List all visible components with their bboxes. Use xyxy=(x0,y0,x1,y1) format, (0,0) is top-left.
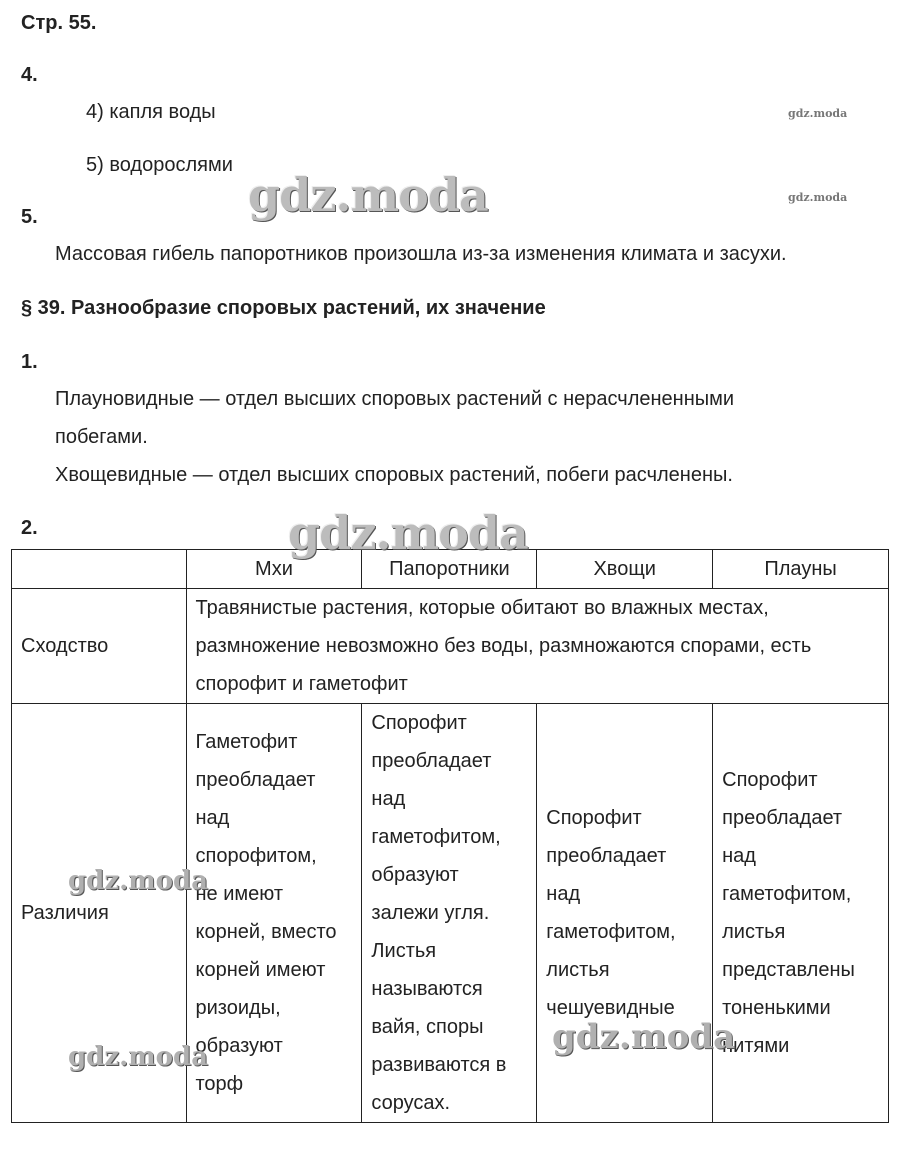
ferns-line: образуют xyxy=(371,864,459,886)
horsetails-line: Спорофит xyxy=(546,807,642,829)
task4-answer-1: 4) капля воды xyxy=(86,101,216,123)
q2-number: 2. xyxy=(21,517,38,539)
page-label: Стр. 55. xyxy=(21,12,97,34)
ferns-line: сорусах. xyxy=(371,1092,451,1114)
ferns-line: преобладает xyxy=(371,750,492,772)
clubmosses-line: преобладает xyxy=(722,807,843,829)
q1-line-1: Плауновидные — отдел высших споровых растений с нерасчлененными xyxy=(55,388,735,410)
watermark-medium: gdz.moda xyxy=(552,1017,736,1057)
horsetails-line: чешуевидные xyxy=(546,997,675,1019)
header-clubmosses: Плауны xyxy=(713,550,889,589)
watermark-small: gdz.moda xyxy=(788,107,848,120)
watermark-medium: gdz.moda xyxy=(68,1042,209,1072)
clubmosses-line: представлены xyxy=(722,959,855,981)
mosses-line: преобладает xyxy=(195,769,316,791)
task4-answer-2: 5) водорослями xyxy=(86,154,233,176)
mosses-line: Гаметофит xyxy=(195,731,298,753)
ferns-line: залежи угля. xyxy=(371,902,490,924)
clubmosses-line: нитями xyxy=(722,1035,790,1057)
similarity-label: Сходство xyxy=(12,589,187,704)
header-mosses: Мхи xyxy=(186,550,362,589)
ferns-line: вайя, споры xyxy=(371,1016,484,1038)
differences-clubmosses xyxy=(713,704,889,1123)
task5-number: 5. xyxy=(21,206,38,228)
similarity-line: размножение невозможно без воды, размножаются спорами, есть xyxy=(195,635,812,657)
ferns-line: развиваются в xyxy=(371,1054,507,1076)
ferns-line: Спорофит xyxy=(371,712,467,734)
differences-horsetails xyxy=(537,704,713,1123)
header-horsetails: Хвощи xyxy=(537,550,713,589)
comparison-table xyxy=(11,549,889,1123)
clubmosses-line: тоненькими xyxy=(722,997,831,1019)
similarity-line: Травянистые растения, которые обитают во влажных местах, xyxy=(195,597,769,619)
watermark-large: gdz.moda xyxy=(248,168,488,222)
differences-ferns xyxy=(362,704,537,1123)
ferns-line: над xyxy=(371,788,406,810)
mosses-line: ризоиды, xyxy=(195,997,281,1019)
similarity-text xyxy=(186,589,889,704)
horsetails-line: преобладает xyxy=(546,845,667,867)
differences-label: Различия xyxy=(12,704,187,1123)
clubmosses-line: гаметофитом, xyxy=(722,883,852,905)
ferns-line: Листья xyxy=(371,940,437,962)
watermark-small: gdz.moda xyxy=(788,191,848,204)
mosses-line: не имеют xyxy=(195,883,283,905)
task4-number: 4. xyxy=(21,64,38,86)
similarity-row xyxy=(12,589,889,704)
watermark-medium: gdz.moda xyxy=(68,866,209,896)
header-empty xyxy=(12,550,187,589)
mosses-line: торф xyxy=(195,1073,244,1095)
horsetails-line: гаметофитом, xyxy=(546,921,676,943)
clubmosses-line: Спорофит xyxy=(722,769,818,791)
similarity-line: спорофит и гаметофит xyxy=(195,673,408,695)
header-ferns: Папоротники xyxy=(362,550,537,589)
mosses-line: корней имеют xyxy=(195,959,326,981)
ferns-line: гаметофитом, xyxy=(371,826,501,848)
task5-text: Массовая гибель папоротников произошла из-за изменения климата и засухи. xyxy=(55,243,787,265)
horsetails-line: листья xyxy=(546,959,610,981)
horsetails-line: над xyxy=(546,883,581,905)
differences-mosses xyxy=(186,704,362,1123)
mosses-line: над xyxy=(195,807,230,829)
ferns-line: называются xyxy=(371,978,483,1000)
q1-line-2: побегами. xyxy=(55,426,148,448)
clubmosses-line: над xyxy=(722,845,756,867)
mosses-line: образуют xyxy=(195,1035,283,1057)
section-title: § 39. Разнообразие споровых растений, их значение xyxy=(21,297,546,319)
q1-number: 1. xyxy=(21,351,38,373)
q1-line-3: Хвощевидные — отдел высших споровых растений, побеги расчленены. xyxy=(55,464,733,486)
watermark-large: gdz.moda xyxy=(288,506,528,560)
mosses-line: корней, вместо xyxy=(195,921,337,943)
clubmosses-line: листья xyxy=(722,921,786,943)
mosses-line: спорофитом, xyxy=(195,845,317,867)
